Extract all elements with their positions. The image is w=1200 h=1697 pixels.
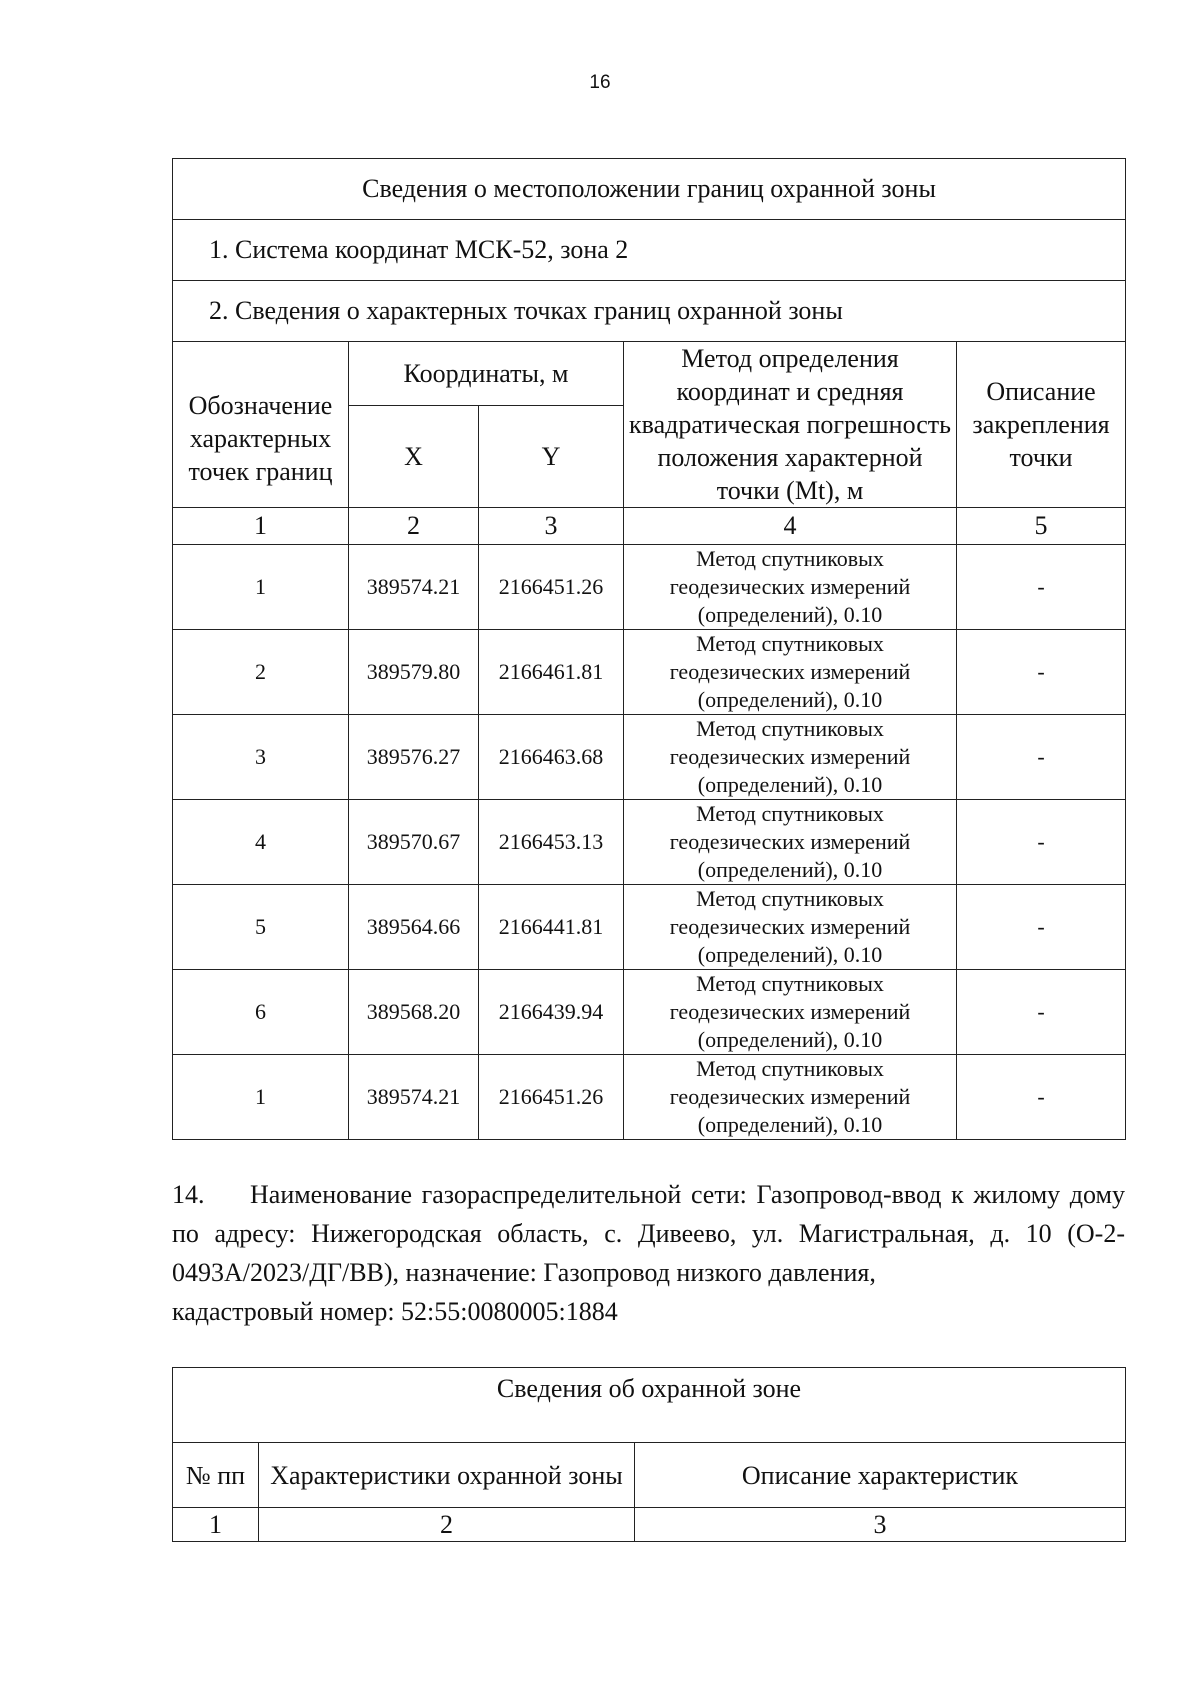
x-coordinate: 389564.66	[349, 885, 479, 970]
table-row	[173, 630, 1126, 715]
table-title: Сведения об охранной зоне	[173, 1368, 1126, 1443]
y-coordinate: 2166451.26	[479, 1055, 624, 1140]
x-coordinate: 389568.20	[349, 970, 479, 1055]
table-title: Сведения о местоположении границ охранной зоны	[173, 159, 1126, 220]
method-line: Метод спутниковых	[696, 546, 884, 571]
point-number: 3	[173, 715, 349, 800]
point-description: -	[957, 545, 1126, 630]
x-coordinate: 389570.67	[349, 800, 479, 885]
method-line: (определений), 0.10	[697, 602, 883, 627]
table-row	[173, 545, 1126, 630]
y-coordinate: 2166453.13	[479, 800, 624, 885]
point-description: -	[957, 630, 1126, 715]
column-number: 3	[479, 508, 624, 545]
header-coordinates: Координаты, м	[349, 342, 624, 406]
x-coordinate: 389576.27	[349, 715, 479, 800]
point-number: 2	[173, 630, 349, 715]
column-number: 2	[259, 1508, 635, 1542]
network-paragraph	[172, 1175, 1125, 1331]
method-line: Метод спутниковых	[696, 801, 884, 826]
coordinate-system-row: 1. Система координат МСК-52, зона 2	[173, 220, 1126, 281]
column-number: 4	[624, 508, 957, 545]
point-number: 6	[173, 970, 349, 1055]
header-y: Y	[479, 405, 624, 507]
table-row	[173, 885, 1126, 970]
method-line: Метод спутниковых	[696, 971, 884, 996]
method-line: Метод спутниковых	[696, 631, 884, 656]
method-line: геодезических измерений	[669, 999, 911, 1024]
y-coordinate: 2166441.81	[479, 885, 624, 970]
header-point-designation: Обозначение характерных точек границ	[173, 342, 349, 508]
paragraph-number: 14.	[172, 1180, 205, 1209]
point-description: -	[957, 970, 1126, 1055]
point-description: -	[957, 715, 1126, 800]
point-description: -	[957, 800, 1126, 885]
method-line: (определений), 0.10	[697, 772, 883, 797]
point-number: 5	[173, 885, 349, 970]
table-row	[173, 715, 1126, 800]
header-method: Метод определения координат и средняя квадратическая погрешность положения характерной точки (Mt), м	[624, 342, 957, 508]
method-line: (определений), 0.10	[697, 687, 883, 712]
method-line: (определений), 0.10	[697, 1027, 883, 1052]
table-row	[173, 1055, 1126, 1140]
column-number: 1	[173, 1508, 259, 1542]
header-description: Описание характеристик	[635, 1443, 1126, 1508]
method-line: (определений), 0.10	[697, 857, 883, 882]
method-cell	[624, 545, 957, 630]
method-line: Метод спутниковых	[696, 716, 884, 741]
header-characteristics: Характеристики охранной зоны	[259, 1443, 635, 1508]
method-line: (определений), 0.10	[697, 942, 883, 967]
x-coordinate: 389574.21	[349, 545, 479, 630]
method-cell	[624, 885, 957, 970]
column-number: 1	[173, 508, 349, 545]
protection-zone-table	[172, 1367, 1126, 1542]
y-coordinate: 2166463.68	[479, 715, 624, 800]
method-line: геодезических измерений	[669, 914, 911, 939]
cadastral-number: кадастровый номер: 52:55:0080005:1884	[172, 1297, 618, 1326]
header-x: X	[349, 405, 479, 507]
point-number: 4	[173, 800, 349, 885]
point-number: 1	[173, 1055, 349, 1140]
point-description: -	[957, 885, 1126, 970]
y-coordinate: 2166451.26	[479, 545, 624, 630]
header-description: Описание закрепления точки	[957, 342, 1126, 508]
method-cell	[624, 970, 957, 1055]
method-line: геодезических измерений	[669, 1084, 911, 1109]
table-row	[173, 800, 1126, 885]
method-line: Метод спутниковых	[696, 886, 884, 911]
column-number-row	[173, 508, 1126, 545]
column-number: 5	[957, 508, 1126, 545]
method-line: геодезических измерений	[669, 829, 911, 854]
paragraph-text: Наименование газораспределительной сети: Газопровод-ввод к жилому дому по адресу: Нижегородская область, с. Дивеево, ул. Магистральная, д. 10 (О-2-0493А/2023/ДГ/ВВ), назначение: Газопровод низкого давления,	[172, 1180, 1125, 1287]
table-row	[173, 970, 1126, 1055]
method-cell	[624, 630, 957, 715]
header-number: № пп	[173, 1443, 259, 1508]
method-line: геодезических измерений	[669, 744, 911, 769]
column-number-row	[173, 1508, 1126, 1542]
method-line: геодезических измерений	[669, 574, 911, 599]
method-line: (определений), 0.10	[697, 1112, 883, 1137]
characteristic-points-row: 2. Сведения о характерных точках границ охранной зоны	[173, 281, 1126, 342]
boundary-points-table	[172, 158, 1126, 1140]
y-coordinate: 2166461.81	[479, 630, 624, 715]
method-cell	[624, 800, 957, 885]
method-cell	[624, 715, 957, 800]
y-coordinate: 2166439.94	[479, 970, 624, 1055]
method-line: геодезических измерений	[669, 659, 911, 684]
x-coordinate: 389579.80	[349, 630, 479, 715]
point-description: -	[957, 1055, 1126, 1140]
point-number: 1	[173, 545, 349, 630]
x-coordinate: 389574.21	[349, 1055, 479, 1140]
column-number: 2	[349, 508, 479, 545]
page-number: 16	[589, 72, 611, 93]
method-line: Метод спутниковых	[696, 1056, 884, 1081]
method-cell	[624, 1055, 957, 1140]
column-number: 3	[635, 1508, 1126, 1542]
